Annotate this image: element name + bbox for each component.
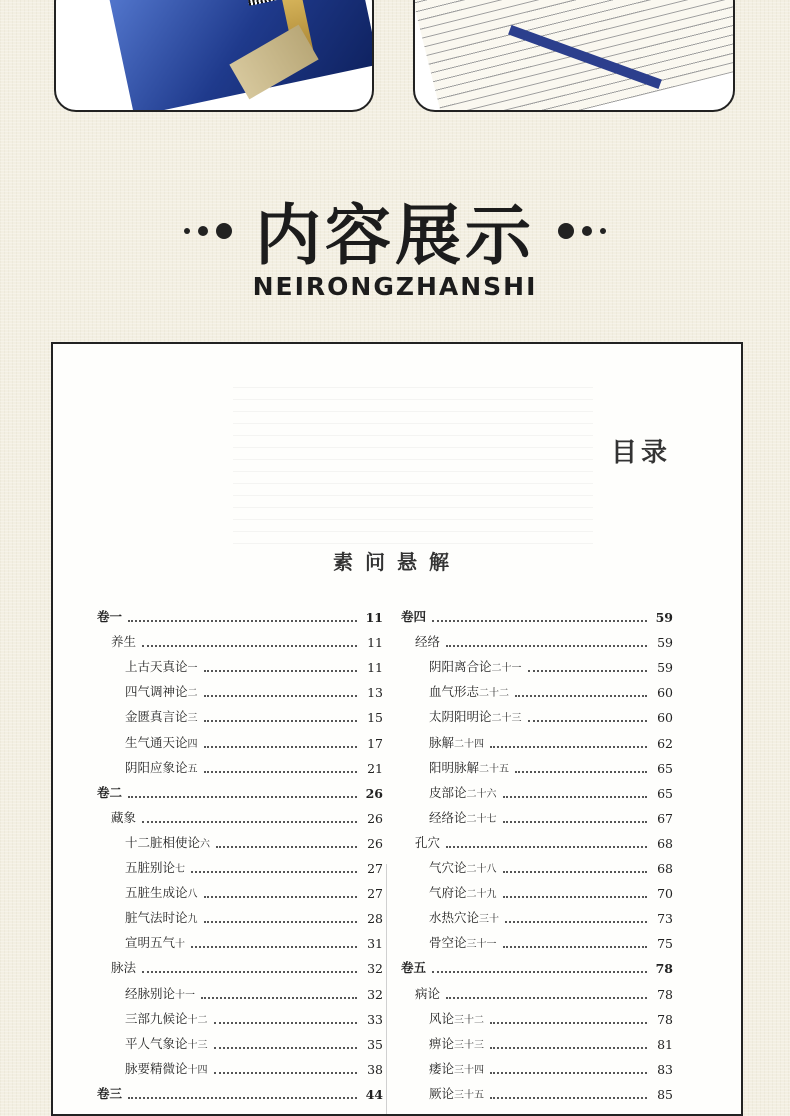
toc-entry-page: 60 xyxy=(657,710,673,726)
dot-leader xyxy=(503,945,647,948)
section-title: 内容展示 xyxy=(255,197,535,274)
dot-leader xyxy=(490,1096,647,1099)
toc-entry-label xyxy=(429,1009,484,1027)
dot-leader xyxy=(191,945,357,948)
dot-leader xyxy=(446,644,647,647)
toc-entry-page: 17 xyxy=(367,735,383,751)
toc-entry xyxy=(401,851,673,876)
toc-entry xyxy=(97,725,383,750)
toc-entry-page: 28 xyxy=(367,911,383,927)
left-dots-decoration xyxy=(180,220,236,239)
toc-entry-label xyxy=(111,808,136,826)
toc-entry xyxy=(401,926,673,951)
toc-entry-title: 太阴阳明论 xyxy=(429,709,492,725)
toc-entry xyxy=(401,1077,673,1102)
toc-entry-label xyxy=(429,682,509,700)
right-dots-decoration xyxy=(554,220,610,239)
toc-entry-number: 七 xyxy=(175,864,186,876)
toc-entry xyxy=(401,751,673,776)
dot-leader xyxy=(142,644,357,647)
toc-entry-title: 生气通天论 xyxy=(125,734,188,750)
toc-entry xyxy=(401,1052,673,1077)
toc-entry xyxy=(401,976,673,1001)
toc-entry-page: 21 xyxy=(367,760,383,776)
toc-entry-label xyxy=(429,758,509,776)
toc-entry-number: 二十六 xyxy=(466,788,497,800)
toc-entry-page: 27 xyxy=(367,861,383,877)
toc-entry-number: 一 xyxy=(187,663,198,675)
toc-entry xyxy=(401,650,673,675)
dot-leader xyxy=(201,996,357,999)
toc-entry xyxy=(97,801,383,826)
dot-leader xyxy=(446,996,647,999)
toc-entry xyxy=(401,826,673,851)
dot-leader xyxy=(128,1096,357,1099)
toc-entry-title: 气府论 xyxy=(429,885,467,901)
toc-entry-page: 67 xyxy=(657,810,673,826)
toc-entry-label xyxy=(429,657,522,675)
toc-entry-number: 二十九 xyxy=(466,889,497,901)
toc-entry-title: 五脏别论 xyxy=(125,860,176,876)
dot-leader xyxy=(515,694,647,697)
toc-entry-label xyxy=(401,607,426,625)
toc-entry-page: 81 xyxy=(657,1036,673,1052)
toc-entry-title: 十二脏相使论 xyxy=(125,834,201,850)
toc-entry-title: 风论 xyxy=(429,1010,455,1026)
toc-entry-label xyxy=(97,1084,122,1102)
toc-entry-label xyxy=(415,632,440,650)
toc-entry-label xyxy=(429,908,499,926)
toc-entry-label xyxy=(429,733,484,751)
book-title: 素问悬解 xyxy=(333,550,461,574)
toc-entry xyxy=(97,650,383,675)
dot-leader xyxy=(515,770,647,773)
toc-entry-title: 卷一 xyxy=(97,609,123,625)
toc-entry-page: 65 xyxy=(657,785,673,801)
toc-entry-label xyxy=(429,707,522,725)
dot-leader xyxy=(503,795,647,798)
toc-entry-label xyxy=(429,808,497,826)
toc-entry xyxy=(401,700,673,725)
toc-entry xyxy=(401,675,673,700)
toc-entry xyxy=(97,901,383,926)
toc-entry-label xyxy=(429,1084,484,1102)
toc-entry-label xyxy=(429,1059,484,1077)
toc-entry xyxy=(97,776,383,801)
toc-entry-label xyxy=(429,1034,484,1052)
toc-entry xyxy=(97,751,383,776)
toc-entry-title: 宣明五气 xyxy=(125,935,176,951)
toc-title: 目录 xyxy=(610,438,671,468)
dot-leader xyxy=(204,895,357,898)
toc-entry-title: 孔穴 xyxy=(415,834,441,850)
toc-entry-label xyxy=(429,858,497,876)
toc-entry-page: 65 xyxy=(657,760,673,776)
toc-entry-page: 44 xyxy=(365,1086,383,1102)
toc-entry-page: 83 xyxy=(657,1061,673,1077)
toc-entry xyxy=(401,625,673,650)
toc-entry xyxy=(97,976,383,1001)
toc-entry-number: 三十一 xyxy=(466,939,497,951)
dot-leader xyxy=(528,669,647,672)
toc-entry-number: 二十四 xyxy=(454,738,485,750)
toc-entry-label xyxy=(415,833,440,851)
toc-page xyxy=(51,342,743,1116)
toc-entry-label xyxy=(125,758,198,776)
toc-entry-number: 三十二 xyxy=(454,1014,485,1026)
dot-leader xyxy=(432,970,647,973)
toc-entry-page: 78 xyxy=(657,986,673,1002)
book-cover-photo xyxy=(54,0,374,112)
toc-entry-title: 痹论 xyxy=(429,1035,455,1051)
toc-entry xyxy=(401,901,673,926)
toc-entry xyxy=(97,951,383,976)
toc-entry-label xyxy=(125,883,198,901)
section-subtitle: NEIRONGZHANSHI xyxy=(252,272,538,301)
dot-leader xyxy=(216,845,357,848)
dot-leader xyxy=(446,845,647,848)
toc-entry-number: 十四 xyxy=(187,1064,208,1076)
toc-entry-title: 皮部论 xyxy=(429,784,467,800)
toc-entry-number: 十二 xyxy=(187,1014,208,1026)
toc-entry-title: 四气调神论 xyxy=(125,684,188,700)
toc-entry-page: 70 xyxy=(657,886,673,902)
toc-entry-number: 八 xyxy=(187,889,198,901)
book-open-photo xyxy=(413,0,735,112)
toc-entry-title: 骨空论 xyxy=(429,935,467,951)
toc-entry-title: 藏象 xyxy=(111,809,137,825)
toc-entry xyxy=(401,600,673,625)
dot-leader xyxy=(490,1071,647,1074)
dot-leader xyxy=(191,870,357,873)
bleed-through-texture xyxy=(233,384,593,544)
dot-leader xyxy=(490,1021,647,1024)
toc-entry-page: 27 xyxy=(367,886,383,902)
toc-entry-page: 26 xyxy=(365,785,383,801)
toc-entry xyxy=(401,876,673,901)
toc-entry-label xyxy=(125,733,198,751)
toc-entry xyxy=(97,1027,383,1052)
toc-entry-title: 金匮真言论 xyxy=(125,709,188,725)
toc-entry-page: 35 xyxy=(367,1036,383,1052)
toc-entry-page: 75 xyxy=(657,936,673,952)
toc-entry-title: 病论 xyxy=(415,985,441,1001)
toc-entry xyxy=(97,826,383,851)
toc-entry-page: 68 xyxy=(657,861,673,877)
toc-entry-page: 59 xyxy=(657,660,673,676)
toc-entry-label xyxy=(125,933,185,951)
toc-entry-page: 11 xyxy=(365,610,383,626)
toc-entry-page: 62 xyxy=(657,735,673,751)
toc-entry-title: 血气形志 xyxy=(429,684,480,700)
toc-entry-page: 85 xyxy=(657,1086,673,1102)
toc-entry-number: 九 xyxy=(187,914,198,926)
toc-entry-title: 水热穴论 xyxy=(429,910,480,926)
toc-entry xyxy=(97,1077,383,1102)
toc-entry-number: 三十四 xyxy=(454,1064,485,1076)
toc-entry-page: 11 xyxy=(367,660,383,676)
toc-entry xyxy=(401,725,673,750)
column-divider xyxy=(386,864,387,1116)
toc-entry-page: 11 xyxy=(367,635,383,651)
toc-entry-number: 三 xyxy=(187,713,198,725)
toc-entry-title: 厥论 xyxy=(429,1085,455,1101)
toc-entry-title: 阴阳应象论 xyxy=(125,759,188,775)
toc-entry-number: 三十五 xyxy=(454,1089,485,1101)
toc-entry-page: 26 xyxy=(367,835,383,851)
toc-entry-title: 五脏生成论 xyxy=(125,885,188,901)
toc-entry-label xyxy=(97,607,122,625)
toc-entry-page: 59 xyxy=(657,635,673,651)
toc-entry-label xyxy=(125,858,185,876)
toc-entry-number: 二 xyxy=(187,688,198,700)
toc-entry-page: 33 xyxy=(367,1011,383,1027)
toc-entry-number: 六 xyxy=(200,838,211,850)
toc-entry-page: 32 xyxy=(367,961,383,977)
toc-entry-label xyxy=(111,958,136,976)
toc-entry-label xyxy=(125,1034,208,1052)
toc-entry-label xyxy=(429,933,497,951)
toc-entry-number: 五 xyxy=(187,763,198,775)
toc-entry-page: 78 xyxy=(655,961,673,977)
toc-entry-label xyxy=(111,632,136,650)
dot-leader xyxy=(204,745,357,748)
dot-leader xyxy=(214,1046,357,1049)
dot-leader xyxy=(503,870,647,873)
dot-leader xyxy=(204,694,357,697)
toc-entry-number: 四 xyxy=(187,738,198,750)
dot-leader xyxy=(204,719,357,722)
toc-entry-title: 脉要精微论 xyxy=(125,1060,188,1076)
toc-entry-page: 38 xyxy=(367,1061,383,1077)
toc-entry-label xyxy=(125,1059,208,1077)
toc-entry-page: 31 xyxy=(367,936,383,952)
toc-entry xyxy=(401,1027,673,1052)
toc-entry-page: 68 xyxy=(657,835,673,851)
dot-leader xyxy=(204,920,357,923)
toc-entry-title: 经络论 xyxy=(429,809,467,825)
toc-entry xyxy=(401,1002,673,1027)
toc-entry xyxy=(401,801,673,826)
toc-entry-title: 平人气象论 xyxy=(125,1035,188,1051)
toc-entry-page: 73 xyxy=(657,911,673,927)
toc-entry xyxy=(97,876,383,901)
toc-entry-title: 卷二 xyxy=(97,784,123,800)
dot-leader xyxy=(204,770,357,773)
book-cover-image xyxy=(103,0,374,112)
toc-entry-number: 二十八 xyxy=(466,864,497,876)
toc-entry-title: 阴阳离合论 xyxy=(429,659,492,675)
dot-leader xyxy=(505,920,647,923)
toc-entry-page: 78 xyxy=(657,1011,673,1027)
toc-entry-label xyxy=(125,908,198,926)
toc-entry-page: 15 xyxy=(367,710,383,726)
toc-entry-label xyxy=(97,783,122,801)
toc-entry-title: 卷四 xyxy=(401,609,427,625)
toc-entry-label xyxy=(125,833,210,851)
toc-entry-number: 三十三 xyxy=(454,1039,485,1051)
toc-entry-title: 养生 xyxy=(111,634,137,650)
toc-entry xyxy=(97,1052,383,1077)
toc-entry-title: 脏气法时论 xyxy=(125,910,188,926)
toc-entry-title: 卷五 xyxy=(401,960,427,976)
toc-entry-title: 痿论 xyxy=(429,1060,455,1076)
toc-entry-label xyxy=(415,984,440,1002)
toc-entry-number: 十三 xyxy=(187,1039,208,1051)
toc-entry-label xyxy=(125,682,198,700)
toc-entry-page: 13 xyxy=(367,685,383,701)
toc-entry-title: 三部九候论 xyxy=(125,1010,188,1026)
toc-entry-title: 上古天真论 xyxy=(125,659,188,675)
toc-entry-page: 60 xyxy=(657,685,673,701)
toc-entry-label xyxy=(125,984,195,1002)
toc-column-left xyxy=(97,600,383,1102)
dot-leader xyxy=(503,895,647,898)
toc-entry-title: 脉解 xyxy=(429,734,455,750)
dot-leader xyxy=(214,1021,357,1024)
toc-entry xyxy=(97,625,383,650)
dot-leader xyxy=(128,619,357,622)
toc-entry-title: 气穴论 xyxy=(429,860,467,876)
toc-entry-number: 三十 xyxy=(479,914,500,926)
dot-leader xyxy=(490,745,647,748)
toc-entry-title: 阳明脉解 xyxy=(429,759,480,775)
toc-entry-page: 26 xyxy=(367,810,383,826)
toc-entry-title: 经络 xyxy=(415,634,441,650)
dot-leader xyxy=(204,669,357,672)
toc-entry-label xyxy=(401,958,426,976)
toc-entry xyxy=(97,675,383,700)
toc-entry xyxy=(401,951,673,976)
dot-leader xyxy=(528,719,647,722)
toc-entry-label xyxy=(125,707,198,725)
toc-entry xyxy=(97,926,383,951)
toc-entry xyxy=(97,600,383,625)
toc-entry-title: 脉法 xyxy=(111,960,137,976)
toc-entry-title: 经脉别论 xyxy=(125,985,176,1001)
dot-leader xyxy=(128,795,357,798)
toc-entry-number: 二十一 xyxy=(491,663,522,675)
toc-entry-number: 十一 xyxy=(175,989,196,1001)
dot-leader xyxy=(142,970,357,973)
toc-entry-number: 二十三 xyxy=(491,713,522,725)
dot-leader xyxy=(142,820,357,823)
dot-leader xyxy=(490,1046,647,1049)
toc-entry xyxy=(401,776,673,801)
dot-leader xyxy=(432,619,647,622)
toc-entry-number: 十 xyxy=(175,939,186,951)
toc-entry-page: 59 xyxy=(655,610,673,626)
toc-entry-label xyxy=(125,657,198,675)
toc-entry xyxy=(97,851,383,876)
toc-entry-page: 32 xyxy=(367,986,383,1002)
toc-entry xyxy=(97,700,383,725)
dot-leader xyxy=(503,820,647,823)
toc-entry-label xyxy=(429,883,497,901)
dot-leader xyxy=(214,1071,357,1074)
toc-entry-title: 卷三 xyxy=(97,1085,123,1101)
toc-entry-number: 二十五 xyxy=(479,763,510,775)
toc-entry xyxy=(97,1002,383,1027)
toc-column-right xyxy=(401,600,673,1102)
toc-entry-label xyxy=(429,783,497,801)
toc-entry-number: 二十七 xyxy=(466,813,497,825)
toc-entry-label xyxy=(125,1009,208,1027)
section-heading xyxy=(0,182,790,277)
toc-entry-number: 二十二 xyxy=(479,688,510,700)
